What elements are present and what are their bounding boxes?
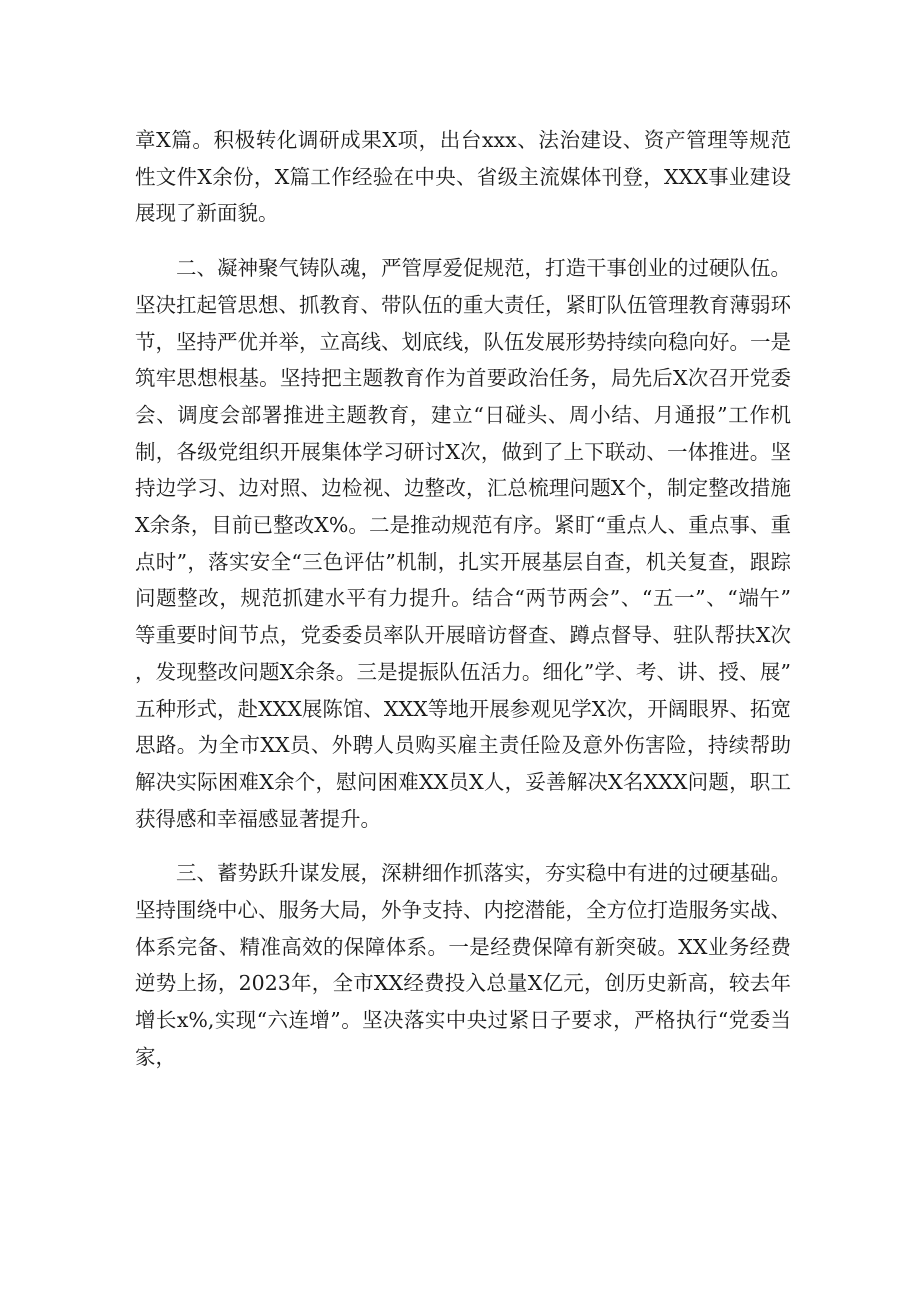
document-body [135, 122, 791, 1076]
paragraph-2: 二、凝神聚气铸队魂，严管厚爱促规范，打造干事创业的过硬队伍。坚决扛起管思想、抓教育、带队伍的重大责任，紧盯队伍管理教育薄弱环节，坚持严优并举，立高线、划底线，队伍发展形势持续向稳向好。一是筑牢思想根基。坚持把主题教育作为首要政治任务，局先后X次召开党委会、调度会部署推进主题教育，建立“日碰头、周小结、月通报”工作机制，各级党组织开展集体学习研讨X次，做到了上下联动、一体推进。坚持边学习、边对照、边检视、边整改，汇总梳理问题X个，制定整改措施X余条，目前已整改X%。二是推动规范有序。紧盯“重点人、重点事、重点时”，落实安全“三色评估”机制，扎实开展基层自查，机关复查，跟踪问题整改，规范抓建水平有力提升。结合“两节两会”、“五一”、“端午”等重要时间节点，党委委员率队开展暗访督查、蹲点督导、驻队帮扶X次，发现整改问题X余条。三是提振队伍活力。细化”学、考、讲、授、展”五种形式，赴XXX展陈馆、XXX等地开展参观见学X次，开阔眼界、拓宽思路。为全市XX员、外聘人员购买雇主责任险及意外伤害险，持续帮助解决实际困难X余个，慰问困难XX员X人，妥善解决X名XXX问题，职工获得感和幸福感显著提升。 [135, 256, 791, 831]
paragraph-3: 三、蓄势跃升谋发展，深耕细作抓落实，夯实稳中有进的过硬基础。坚持围绕中心、服务大局，外争支持、内挖潜能，全方位打造服务实战、体系完备、精准高效的保障体系。一是经费保障有新突破。XX业务经费逆势上扬，2023年，全市XX经费投入总量X亿元，创历史新高，较去年增长x%,实现“六连增”。坚决落实中央过紧日子要求，严格执行“党委当家， [135, 861, 791, 1069]
paragraph-1: 章X篇。积极转化调研成果X项，出台xxx、法治建设、资产管理等规范性文件X余份，X篇工作经验在中央、省级主流媒体刊登，XXX事业建设展现了新面貌。 [135, 128, 791, 226]
